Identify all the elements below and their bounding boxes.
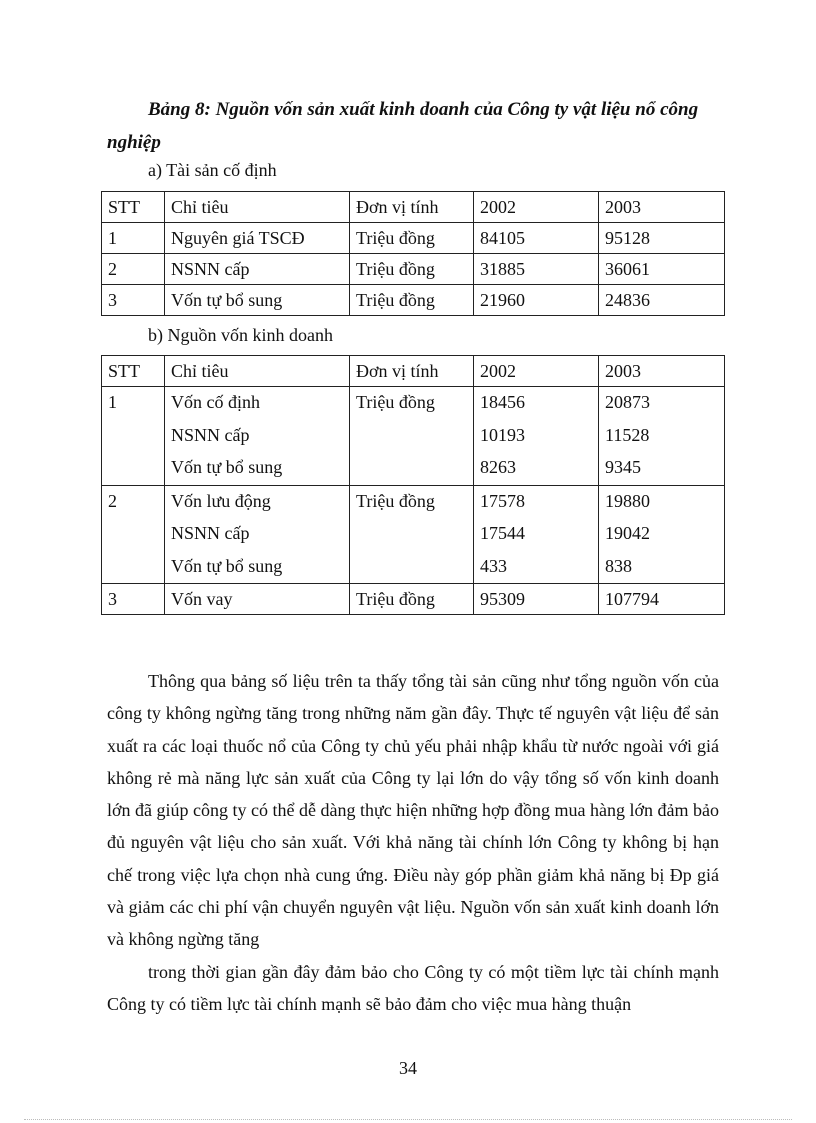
cell-2002 — [474, 387, 599, 486]
fixed-assets-table — [101, 191, 725, 316]
header-unit: Đơn vị tính — [350, 356, 474, 387]
value-line: 11528 — [605, 424, 650, 445]
header-stt: STT — [102, 192, 165, 223]
header-unit: Đơn vị tính — [350, 192, 474, 223]
page-bottom-divider — [24, 1119, 792, 1120]
header-2003: 2003 — [599, 356, 725, 387]
cell-2002 — [474, 485, 599, 584]
paragraph: trong thời gian gần đây đảm bảo cho Công ty có một tiềm lực tài chính mạnh Công ty có tiềm lực tài chính mạnh sẽ bảo đảm cho việc mua hàng thuận — [107, 961, 719, 1014]
value-line: 433 — [480, 555, 507, 576]
table-header-row — [102, 192, 725, 223]
cell-stt: 3 — [102, 584, 165, 615]
body-text — [107, 665, 719, 1020]
table-caption: Bảng 8: Nguồn vốn sản xuất kinh doanh của Công ty vật liệu nổ công nghiệp — [107, 99, 699, 153]
page-number: 34 — [399, 1058, 417, 1078]
business-capital-table — [101, 355, 725, 615]
table-row — [102, 387, 725, 486]
header-2002: 2002 — [474, 192, 599, 223]
cell-item — [165, 387, 350, 486]
value-line: 18456 — [480, 392, 525, 412]
cell-item: Vốn tự bổ sung — [165, 285, 350, 316]
cell-2002: 84105 — [474, 223, 599, 254]
item-line: Vốn lưu động — [171, 490, 271, 511]
header-item: Chỉ tiêu — [165, 192, 350, 223]
item-line: NSNN cấp — [171, 523, 250, 543]
value-line: 17578 — [480, 490, 525, 511]
cell-2003: 36061 — [599, 254, 725, 285]
value-line: 9345 — [605, 457, 641, 477]
table-row — [102, 223, 725, 254]
value-line: 17544 — [480, 523, 525, 543]
table-row — [102, 285, 725, 316]
table-row — [102, 485, 725, 584]
cell-unit: Triệu đồng — [350, 485, 474, 584]
section-b-heading: b) Nguồn vốn kinh doanh — [148, 325, 333, 345]
item-line: Vốn tự bổ sung — [171, 457, 283, 477]
paragraph: Thông qua bảng số liệu trên ta thấy tổng tài sản cũng như tổng nguồn vốn của công ty không ngừng tăng trong những năm gần đây. Thực tế nguyên vật liệu để sản xuất ra các loại thuốc nổ của Công ty chủ yếu phải nhập khẩu từ nước ngoài với giá không rẻ mà năng lực sản xuất của Công ty lại lớn do vậy tổng số vốn kinh doanh lớn đã giúp công ty có thể dễ dàng thực hiện những hợp đồng mua hàng lớn đảm bảo đủ nguyên vật liệu cho sản xuất. Với khả năng tài chính lớn Công ty không bị hạn chế trong việc lựa chọn nhà cung ứng. Điều này góp phần giảm khả năng bị Đp giá và giảm các chi phí vận chuyển nguyên vật liệu. Nguồn vốn sản xuất kinh doanh lớn và không ngừng tăng — [107, 671, 719, 950]
item-line: Vốn cố định — [171, 392, 260, 412]
cell-2002: 95309 — [474, 584, 599, 615]
cell-2003 — [599, 387, 725, 486]
cell-2003: 107794 — [599, 584, 725, 615]
value-line: 838 — [605, 555, 632, 576]
table-header-row — [102, 356, 725, 387]
cell-item — [165, 485, 350, 584]
cell-unit: Triệu đồng — [350, 223, 474, 254]
table-row — [102, 584, 725, 615]
item-line: NSNN cấp — [171, 424, 250, 445]
cell-item: Vốn vay — [165, 584, 350, 615]
cell-2002: 31885 — [474, 254, 599, 285]
value-line: 8263 — [480, 457, 516, 477]
cell-stt: 1 — [102, 387, 165, 486]
cell-stt: 2 — [102, 254, 165, 285]
cell-stt: 1 — [102, 223, 165, 254]
cell-item: Nguyên giá TSCĐ — [165, 223, 350, 254]
header-stt: STT — [102, 356, 165, 387]
cell-stt: 3 — [102, 285, 165, 316]
section-a-heading: a) Tài sản cố định — [148, 160, 277, 180]
value-line: 10193 — [480, 424, 525, 445]
cell-2003 — [599, 485, 725, 584]
cell-item: NSNN cấp — [165, 254, 350, 285]
cell-2003: 95128 — [599, 223, 725, 254]
cell-2002: 21960 — [474, 285, 599, 316]
cell-2003: 24836 — [599, 285, 725, 316]
item-line: Vốn tự bổ sung — [171, 555, 283, 576]
cell-unit: Triệu đồng — [350, 285, 474, 316]
value-line: 19880 — [605, 490, 650, 511]
header-item: Chỉ tiêu — [165, 356, 350, 387]
cell-unit: Triệu đồng — [350, 584, 474, 615]
cell-unit: Triệu đồng — [350, 387, 474, 486]
cell-unit: Triệu đồng — [350, 254, 474, 285]
table-row — [102, 254, 725, 285]
header-2002: 2002 — [474, 356, 599, 387]
header-2003: 2003 — [599, 192, 725, 223]
value-line: 20873 — [605, 392, 650, 412]
cell-stt: 2 — [102, 485, 165, 584]
value-line: 19042 — [605, 523, 650, 543]
